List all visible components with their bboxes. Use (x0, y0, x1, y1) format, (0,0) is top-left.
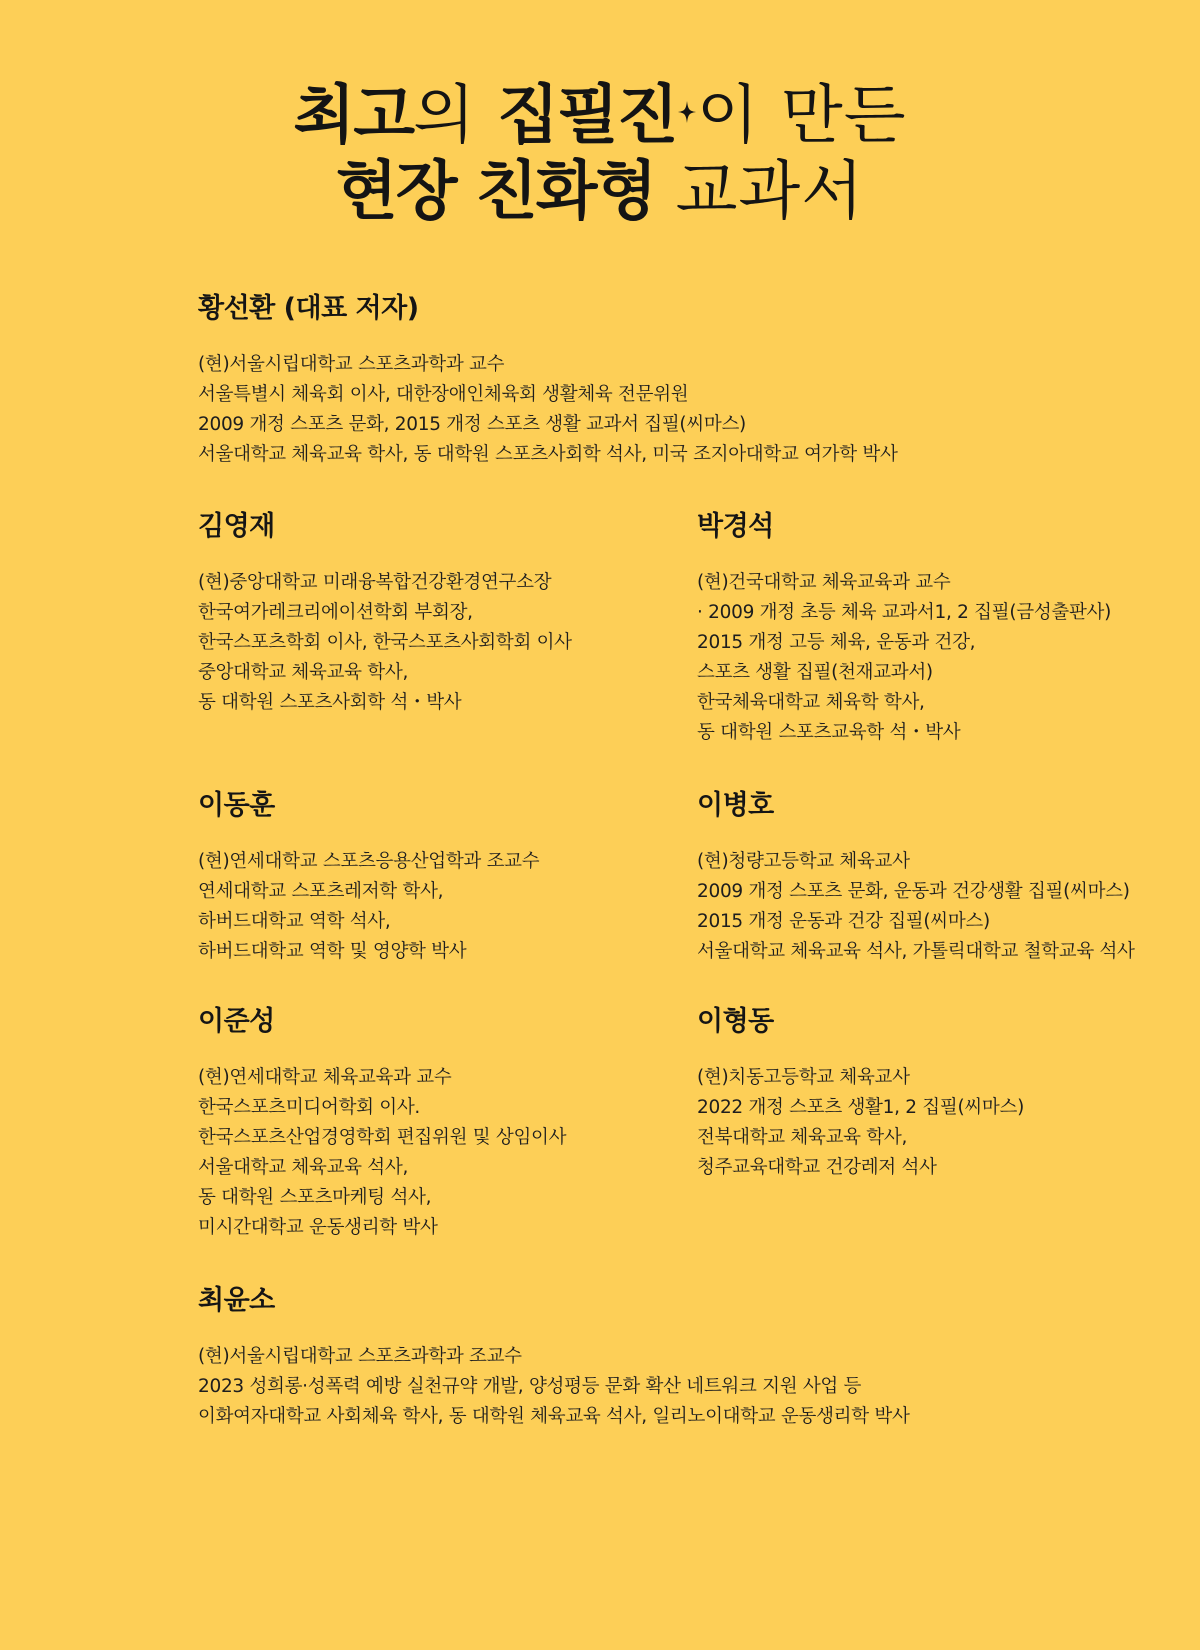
bio-line: 하버드대학교 역학 및 영양학 박사 (198, 941, 467, 962)
author-name: 최윤소 (198, 1285, 275, 1316)
bio-line: 2015 개정 운동과 건강 집필(씨마스) (697, 911, 990, 932)
author-bio (697, 568, 1111, 748)
bio-line: 동 대학원 스포츠마케팅 석사, (198, 1187, 432, 1208)
bio-line: (현)연세대학교 스포츠응용산업학과 조교수 (198, 851, 540, 872)
author-block (697, 510, 1111, 748)
headline-line-1 (0, 78, 1200, 154)
bio-line: 동 대학원 스포츠교육학 석・박사 (697, 722, 961, 743)
headline (0, 78, 1200, 230)
bio-line: 한국스포츠산업경영학회 편집위원 및 상임이사 (198, 1127, 567, 1148)
author-name: 박경석 (697, 511, 774, 542)
headline-line-2 (0, 154, 1200, 230)
bio-line: (현)중앙대학교 미래융복합건강환경연구소장 (198, 572, 552, 593)
author-block (198, 789, 539, 967)
author-bio (198, 847, 539, 967)
author-block (198, 1284, 910, 1432)
headline-segment: 의 (413, 79, 498, 153)
bio-line: 미시간대학교 운동생리학 박사 (198, 1217, 438, 1238)
author-block (198, 292, 898, 470)
author-bio (198, 1342, 910, 1432)
author-block (198, 510, 572, 718)
author-name: 이병호 (697, 790, 774, 821)
headline-segment: 교과서 (675, 155, 865, 229)
author-name: 황선환 (대표 저자) (198, 293, 419, 324)
bio-line: 이화여자대학교 사회체육 학사, 동 대학원 체육교육 석사, 일리노이대학교 운동생리학 박사 (198, 1406, 910, 1427)
bio-line: (현)연세대학교 체육교육과 교수 (198, 1067, 452, 1088)
author-bio (198, 568, 572, 718)
bio-line: 동 대학원 스포츠사회학 석・박사 (198, 692, 462, 713)
bio-line: (현)서울시립대학교 스포츠과학과 교수 (198, 354, 505, 375)
bio-line: 서울대학교 체육교육 석사, 가톨릭대학교 철학교육 석사 (697, 941, 1135, 962)
bio-line: 하버드대학교 역학 석사, (198, 911, 391, 932)
author-block (697, 789, 1135, 967)
sparkle-icon (678, 101, 696, 123)
bio-line: 한국체육대학교 체육학 학사, (697, 692, 925, 713)
bio-line: 한국여가레크리에이션학회 부회장, (198, 602, 473, 623)
bio-line: (현)치동고등학교 체육교사 (697, 1067, 910, 1088)
bio-line: 서울대학교 체육교육 학사, 동 대학원 스포츠사회학 석사, 미국 조지아대학교 여가학 박사 (198, 444, 898, 465)
bio-line: 2015 개정 고등 체육, 운동과 건강, (697, 632, 976, 653)
author-name: 김영재 (198, 511, 275, 542)
bio-line: · 2009 개정 초등 체육 교과서1, 2 집필(금성출판사) (697, 602, 1112, 623)
author-name: 이동훈 (198, 790, 275, 821)
bio-line: 스포츠 생활 집필(천재교과서) (697, 662, 933, 683)
bio-line: 전북대학교 체육교육 학사, (697, 1127, 908, 1148)
bio-line: 중앙대학교 체육교육 학사, (198, 662, 409, 683)
author-bio (198, 1063, 566, 1243)
author-block (697, 1005, 1024, 1183)
headline-segment: 집필진 (497, 79, 677, 153)
bio-line: (현)서울시립대학교 스포츠과학과 조교수 (198, 1346, 522, 1367)
headline-segment: 이 만든 (696, 79, 907, 153)
bio-line: 서울특별시 체육회 이사, 대한장애인체육회 생활체육 전문위원 (198, 384, 689, 405)
author-name: 이형동 (697, 1006, 774, 1037)
bio-line: 2009 개정 스포츠 문화, 운동과 건강생활 집필(씨마스) (697, 881, 1130, 902)
author-bio (697, 1063, 1024, 1183)
bio-line: 2009 개정 스포츠 문화, 2015 개정 스포츠 생활 교과서 집필(씨마스) (198, 414, 746, 435)
author-name: 이준성 (198, 1006, 275, 1037)
bio-line: 연세대학교 스포츠레저학 학사, (198, 881, 444, 902)
author-bio (198, 350, 898, 470)
bio-line: 한국스포츠학회 이사, 한국스포츠사회학회 이사 (198, 632, 572, 653)
headline-segment: 현장 친화형 (335, 155, 676, 229)
author-block (198, 1005, 566, 1243)
bio-line: 청주교육대학교 건강레저 석사 (697, 1157, 937, 1178)
bio-line: 2023 성희롱·성폭력 예방 실천규약 개발, 양성평등 문화 확산 네트워크 지원 사업 등 (198, 1376, 862, 1397)
bio-line: 한국스포츠미디어학회 이사. (198, 1097, 421, 1118)
author-bio (697, 847, 1135, 967)
bio-line: (현)건국대학교 체육교육과 교수 (697, 572, 951, 593)
bio-line: 서울대학교 체육교육 석사, (198, 1157, 409, 1178)
headline-segment: 최고 (293, 79, 414, 153)
bio-line: 2022 개정 스포츠 생활1, 2 집필(씨마스) (697, 1097, 1024, 1118)
bio-line: (현)청량고등학교 체육교사 (697, 851, 910, 872)
